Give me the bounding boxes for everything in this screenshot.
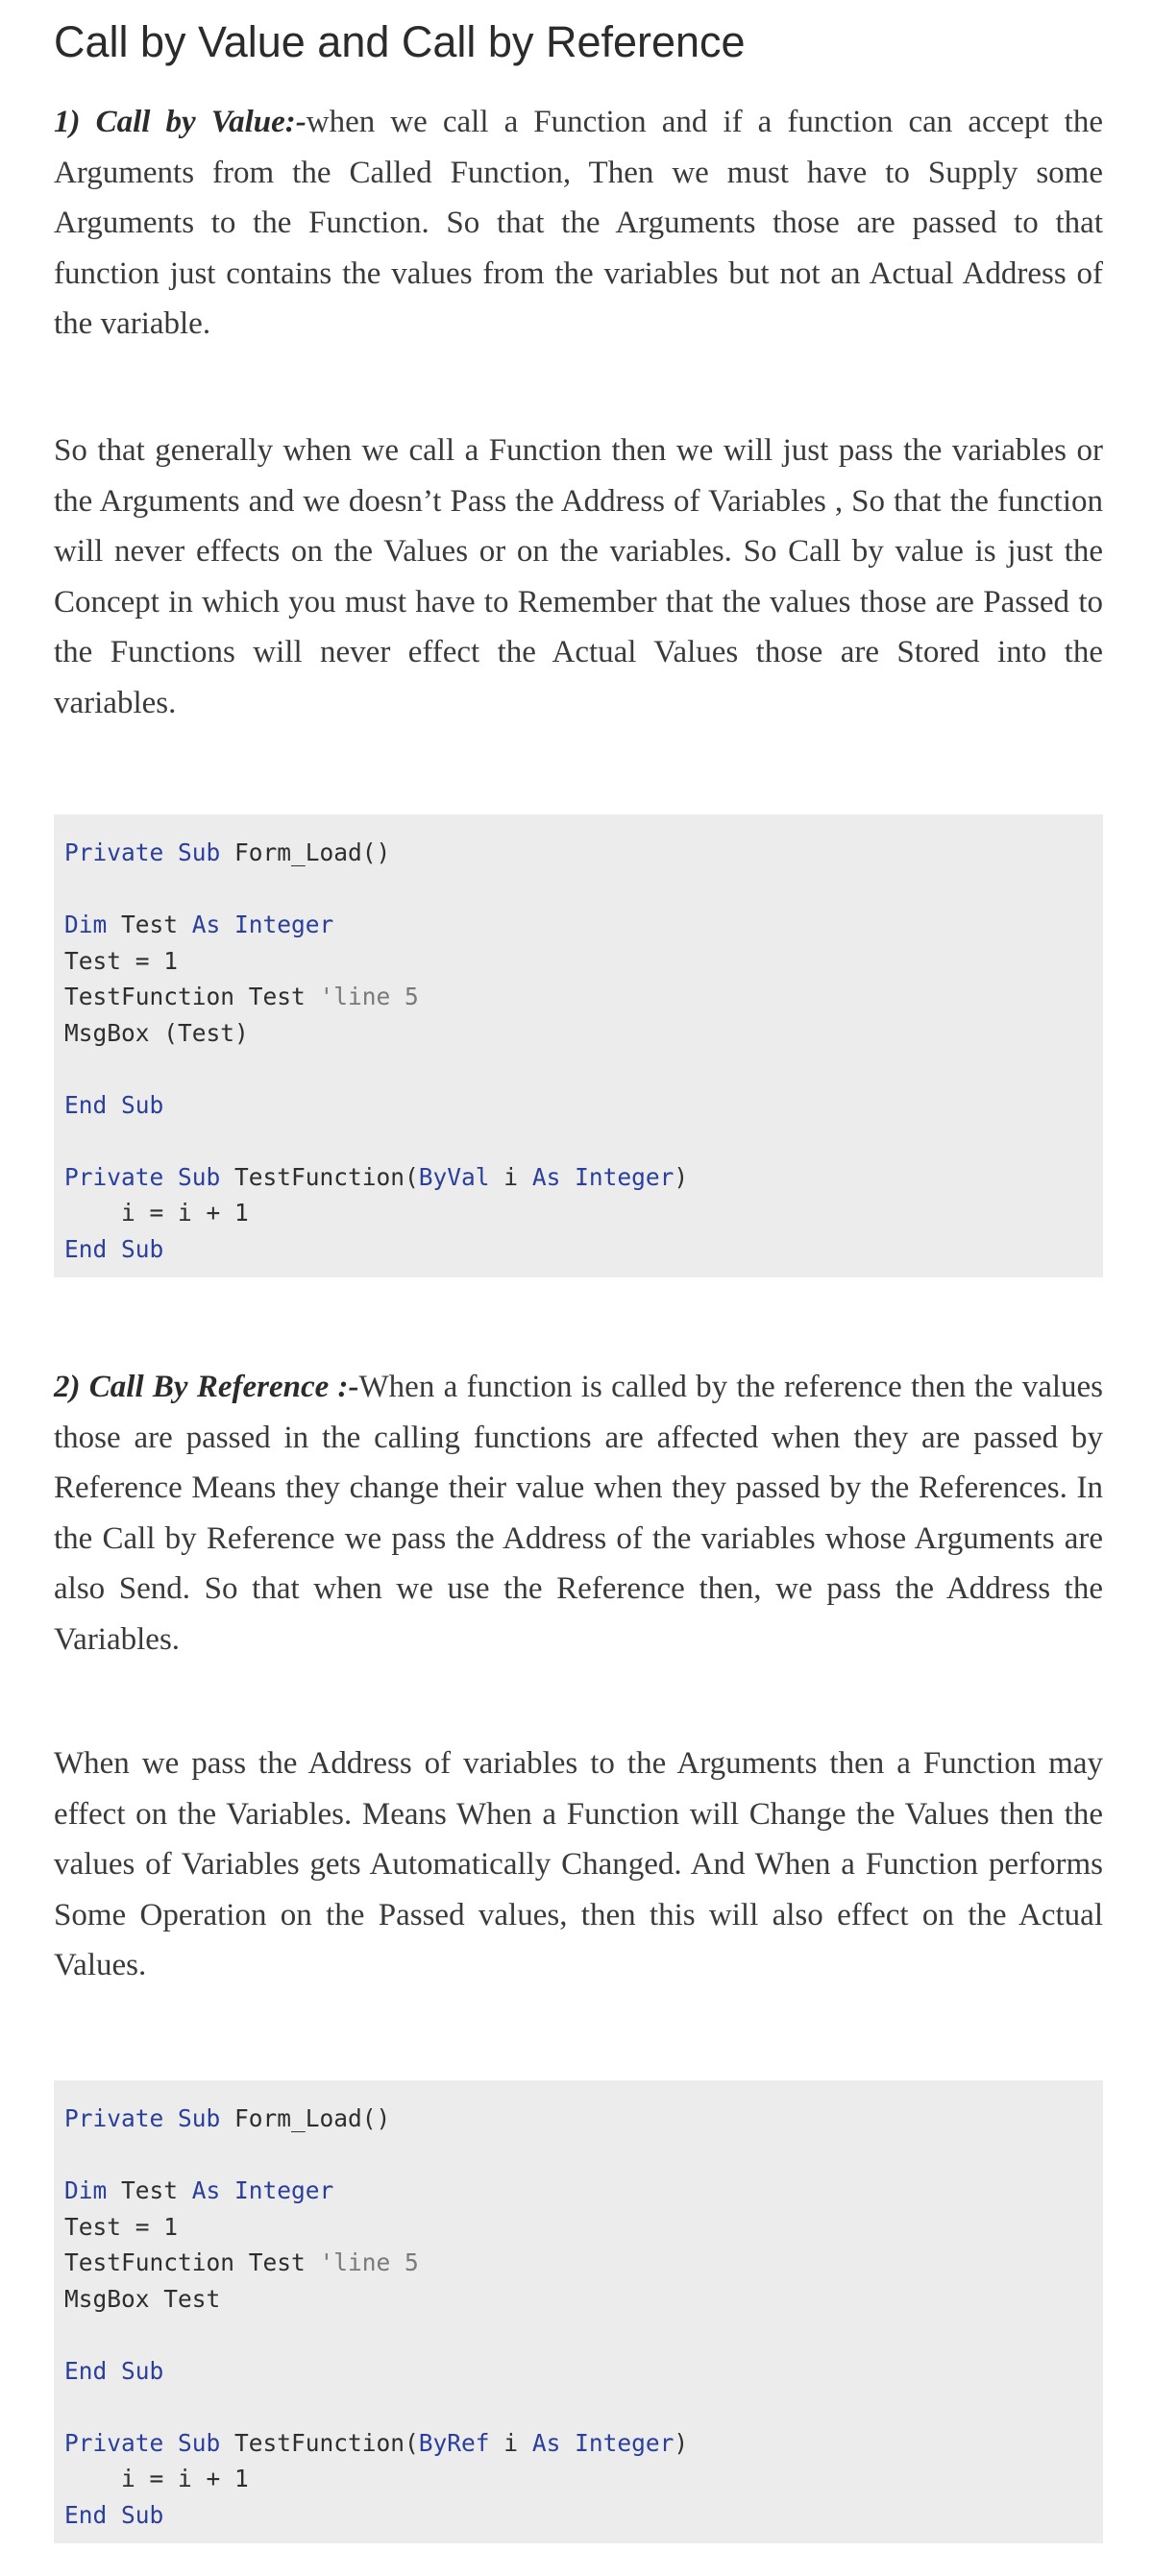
code-line: i = i + 1 [64, 1199, 249, 1227]
code-text: TestFunction( [220, 2428, 419, 2457]
code-text: ) [674, 2428, 689, 2457]
call-by-value-text: when we call a Function and if a function can accept the Arguments from the Called Function, Then we must have to Supply some Arguments to the Function. So that the Arguments those are passed to that function just contains the values from the variables but not an Actual Address of the variable. [54, 105, 1103, 341]
code-line-blank [64, 2317, 1092, 2353]
call-by-reference-paragraph [54, 1362, 1103, 1665]
code-keyword: Private Sub [64, 1162, 221, 1191]
code-comment: 'line 5 [319, 2248, 419, 2276]
call-by-value-paragraph [54, 97, 1103, 350]
code-text: TestFunction Test [64, 2248, 320, 2276]
code-line: End Sub [64, 1090, 164, 1119]
code-keyword: Dim [64, 2176, 108, 2204]
code-line: End Sub [64, 2500, 164, 2529]
code-keyword: Private Sub [64, 2104, 221, 2132]
call-by-value-paragraph-2: So that generally when we call a Function then we will just pass the variables or the Arguments and we doesn’t Pass the Address of Variables , So that the function will never effects on the Values or on the variables. So Call by value is just the Concept in which you must have to Remember that the values those are Passed to the Functions will never effect the Actual Values those are Stored into the variables. [54, 433, 1103, 720]
code-text: ) [674, 1162, 689, 1191]
call-by-reference-heading: 2) Call By Reference :- [54, 1370, 359, 1404]
code-keyword: ByRef [418, 2428, 490, 2457]
code-line: Test = 1 [64, 946, 179, 975]
call-by-reference-paragraph-2: When we pass the Address of variables to the Arguments then a Function may effect on the Variables. Means When a Function will Change the Values then the values of Variables gets Automatically Changed. And When a Function performs Some Operation on the Passed values, then this will also effect on the Actual Values. [54, 1746, 1103, 1982]
code-line [64, 2173, 1092, 2209]
code-text: TestFunction Test [64, 983, 320, 1010]
code-line-blank [64, 2389, 1092, 2425]
code-line-blank [64, 1051, 1092, 1087]
code-line: End Sub [64, 1234, 164, 1263]
page-title: Call by Value and Call by Reference [54, 17, 746, 66]
code-keyword: Dim [64, 911, 108, 938]
code-line: End Sub [64, 2356, 164, 2385]
code-line [64, 835, 1092, 871]
code-comment: 'line 5 [319, 983, 419, 1010]
code-line-blank [64, 871, 1092, 908]
code-keyword: As Integer [531, 1162, 675, 1191]
code-keyword: As Integer [191, 911, 334, 938]
code-line-blank [64, 1123, 1092, 1159]
code-keyword: As Integer [531, 2428, 675, 2457]
code-text: Test [107, 911, 192, 938]
code-line [64, 1159, 1092, 1196]
code-line [64, 2245, 1092, 2281]
code-line-blank [64, 2137, 1092, 2174]
code-text: Form_Load() [220, 838, 391, 866]
code-line: MsgBox Test [64, 2284, 221, 2313]
code-text: i [489, 1162, 532, 1191]
code-keyword: Private Sub [64, 838, 221, 866]
code-block-by-reference [54, 2080, 1103, 2543]
code-text: i [489, 2428, 532, 2457]
code-text: Test [107, 2176, 192, 2204]
code-line: MsgBox (Test) [64, 1018, 249, 1047]
call-by-reference-text: When a function is called by the reference then the values those are passed in the calling functions are affected when they are passed by Reference Means they change their value when they passed by the References. In the Call by Reference we pass the Address of the variables whose Arguments are also Send. So that when we use the Reference then, we pass the Address the Variables. [54, 1370, 1103, 1657]
code-line: i = i + 1 [64, 2465, 249, 2492]
code-keyword: As Integer [191, 2176, 334, 2204]
code-block-by-value [54, 814, 1103, 1277]
code-line [64, 979, 1092, 1015]
code-line [64, 2101, 1092, 2137]
code-text: Form_Load() [220, 2104, 391, 2132]
code-keyword: Private Sub [64, 2428, 221, 2457]
code-text: TestFunction( [220, 1162, 419, 1191]
code-line [64, 907, 1092, 943]
code-keyword: ByVal [418, 1162, 490, 1191]
code-line: Test = 1 [64, 2212, 179, 2241]
call-by-value-heading: 1) Call by Value:- [54, 105, 307, 139]
code-line [64, 2425, 1092, 2462]
